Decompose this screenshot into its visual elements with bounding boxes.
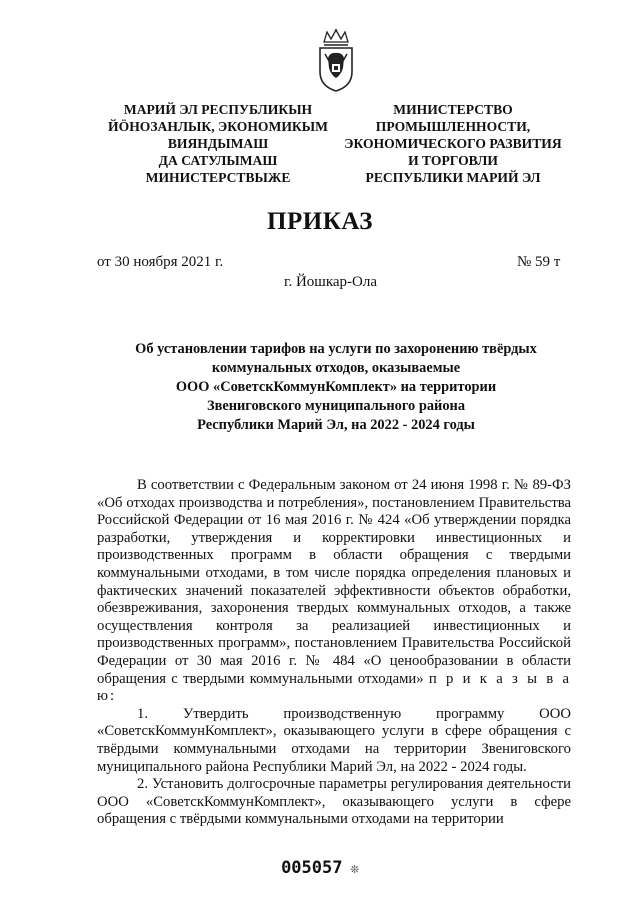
serial-number: 005057 [281, 858, 343, 878]
item-2-paragraph: 2. Установить долгосрочные параметры регулирования деятельности ООО «СоветскКоммунКомплект», оказывающего услуги в сфере обращения с твёрдыми коммунальными отходами на территории [97, 776, 571, 828]
document-date: от 30 ноября 2021 г. [97, 254, 224, 270]
document-city: г. Йошкар-Ола [284, 274, 378, 290]
header-ministry-name-mari: МАРИЙ ЭЛ РЕСПУБЛИКЫН ЙӦНОЗАНЛЫК, ЭКОНОМИКЫМ ВИЯНДЫМАШ ДА САТУЛЫМАШ МИНИСТЕРСТВЫЖЕ [108, 102, 328, 185]
order-word: п р и к а з ы в а ю: [97, 670, 571, 705]
page-footer [0, 858, 640, 878]
header-ministry-name-russian: МИНИСТЕРСТВО ПРОМЫШЛЕННОСТИ, ЭКОНОМИЧЕСКОГО РАЗВИТИЯ И ТОРГОВЛИ РЕСПУБЛИКИ МАРИЙ ЭЛ [344, 102, 562, 185]
footer-mark: ❊ [350, 861, 359, 877]
preamble-paragraph [97, 477, 571, 706]
document-subject: Об установлении тарифов на услуги по захоронению твёрдых коммунальных отходов, оказываемые ООО «СоветскКоммунКомплект» на территории Звениговского муниципального района Республики Марий Эл, на 2022 - 2024 годы [135, 341, 537, 433]
item-1-paragraph: 1. Утвердить производственную программу ООО «СоветскКоммунКомплект», оказывающего услуги в сфере обращения с твёрдыми коммунальными отходами на территории Звениговского муниципального района Республики Марий Эл, на 2022 - 2024 годы. [97, 705, 571, 775]
document-title: ПРИКАЗ [267, 208, 373, 235]
preamble-text: В соответствии с Федеральным законом от 24 июня 1998 г. № 89-ФЗ «Об отходах производства и потребления», постановлением Правительства Российской Федерации от 16 мая 2016 г. № 424 «Об утверждении порядка разработки, утверждения и корректировки инвестиционных и производственных программ в области обращения с твердыми коммунальными отходами, в том числе порядка определения плановых и фактических значений показателей эффективности объектов обработки, обезвреживания, захоронения твердых коммунальных отходов, а также осуществления контроля за реализацией инвестиционных и производственных программ», постановлением Правительства Российской Федерации от 30 мая 2016 г. № 484 «О ценообразовании в области обращения с твердыми коммунальными отходами» [97, 477, 571, 687]
coat-of-arms-emblem [314, 28, 358, 94]
document-number: № 59 т [517, 254, 561, 270]
document-body [97, 477, 571, 829]
